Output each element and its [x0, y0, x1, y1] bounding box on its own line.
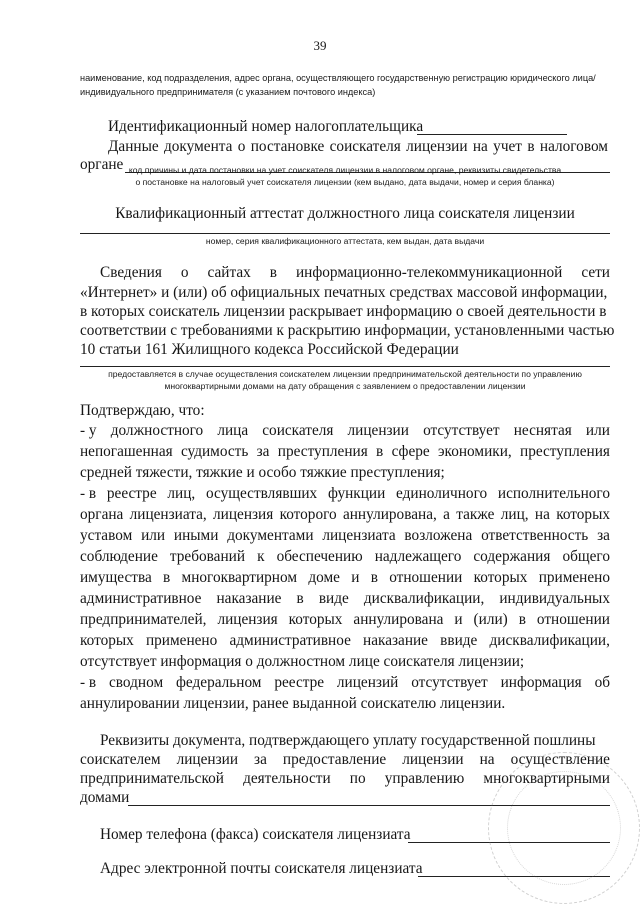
confirm-line10 — [80, 610, 610, 629]
word: сайтах — [207, 264, 251, 281]
word: деятельности — [243, 770, 331, 787]
word: постановке — [250, 138, 325, 155]
word: реестре — [274, 674, 325, 691]
word: экономики, — [437, 443, 512, 460]
word: виде — [318, 590, 349, 607]
word: ответственность — [481, 527, 589, 544]
word: должностного — [110, 422, 204, 439]
word: исполнительного — [497, 485, 610, 502]
tax-note-line2: о постановке на налоговый учет соискателя лицензии (кем выдано, дата выдачи, номер и серия бланка) — [135, 177, 555, 187]
word: осуществление — [510, 751, 610, 768]
sites-line2: «Интернет» и (или) об официальных печатных средствах массовой информации, — [80, 284, 608, 301]
word: в — [296, 590, 304, 607]
word: иными — [173, 527, 219, 544]
word: о — [237, 138, 246, 155]
word: на — [479, 751, 495, 768]
word: сфере — [391, 443, 430, 460]
word: в — [376, 443, 384, 460]
word: а — [443, 506, 450, 523]
word: за — [256, 443, 270, 460]
confirm-line14: аннулировании лицензии, ранее выданной соискателю лицензии. — [80, 695, 506, 712]
word: или — [585, 422, 610, 439]
confirm-line5 — [80, 505, 610, 524]
word: лица — [217, 422, 249, 439]
word: индивидуальных — [499, 590, 610, 607]
header-note-line2: индивидуального предпринимателя (с указанием почтового индекса) — [80, 87, 376, 97]
word: надлежащего — [374, 548, 462, 565]
word: за — [597, 527, 610, 544]
confirm-line3: средней тяжести, тяжкие и особо тяжкие преступления; — [80, 464, 445, 481]
word: соблюдение — [80, 548, 158, 565]
word: лицензия — [217, 611, 278, 628]
word: многоквартирными — [483, 770, 610, 787]
word: соискателем — [80, 751, 161, 768]
word: информационно-телекоммуникационной — [296, 264, 563, 281]
word: - в — [80, 485, 97, 502]
word: аннулирована, — [342, 506, 437, 523]
word: Сведения — [100, 264, 162, 281]
confirm-line11 — [80, 631, 610, 650]
word: отсутствует — [411, 674, 488, 691]
sites-line5: 10 статьи 161 Жилищного кодекса Российской Федерации — [80, 341, 459, 358]
word: единоличного — [396, 485, 488, 502]
confirm-line2 — [80, 442, 610, 461]
word: лицензия — [213, 506, 274, 523]
word: предоставление — [282, 751, 387, 768]
tax-note-line1: код причины и дата постановки на учет соискателя лицензии в налоговом органе, реквизиты свидетельства — [128, 165, 562, 175]
word: лиц, — [500, 506, 529, 523]
word: сети — [581, 264, 610, 281]
word: лицензиата, — [129, 506, 207, 523]
page-number: 39 — [313, 38, 327, 53]
word: дисквалификации, — [363, 590, 485, 607]
word: на — [472, 138, 488, 155]
word: содержания — [473, 548, 551, 565]
word: Данные — [108, 138, 159, 155]
word: - в — [80, 674, 97, 691]
word: лицензии — [176, 751, 239, 768]
word: в — [163, 569, 171, 586]
word: многоквартирном — [181, 569, 298, 586]
word: общего — [562, 548, 610, 565]
inn-label: Идентификационный номер налогоплательщика — [108, 118, 424, 135]
word: которых — [288, 611, 343, 628]
word: документа — [164, 138, 233, 155]
sites-note-line2: многоквартирными домами на дату обращения с заявлением о предоставлении лицензии — [164, 381, 526, 391]
word: в — [518, 611, 526, 628]
word: судимость — [180, 443, 249, 460]
word: в — [527, 138, 535, 155]
word: в — [269, 264, 278, 281]
word: к — [257, 548, 265, 565]
word: обеспечению — [276, 548, 363, 565]
word: и — [454, 611, 463, 628]
sites-line1 — [100, 263, 610, 282]
word: дисквалификации, — [489, 632, 610, 649]
word: соискателя — [329, 138, 401, 155]
payment-line1: Реквизиты документа, подтверждающего уплату государственной пошлины — [100, 732, 596, 749]
payment-line4: домами — [80, 789, 130, 806]
word: предпринимательской — [80, 770, 224, 787]
word: на — [534, 506, 550, 523]
word: информация — [500, 674, 582, 691]
cert-field-line — [80, 233, 610, 234]
word: лиц, — [167, 485, 196, 502]
cert-note: номер, серия квалификационного аттестата, кем выдан, дата выдачи — [205, 236, 485, 246]
word: доме — [308, 569, 340, 586]
confirm-line9 — [80, 589, 610, 608]
word: возложена — [404, 527, 473, 544]
word: функции — [327, 485, 386, 502]
header-note-line1: наименование, код подразделения, адрес органа, осуществляющего государственную регистрацию юридического лица/ — [80, 73, 596, 83]
confirm-line4 — [80, 484, 610, 503]
word: ввиде — [440, 632, 478, 649]
word: лицензиата — [322, 527, 396, 544]
word: управлению — [384, 770, 465, 787]
word: документами — [227, 527, 314, 544]
confirm-line7 — [80, 547, 610, 566]
word: отношении — [389, 569, 463, 586]
faded-seal-stamp — [488, 752, 640, 904]
word: которых — [80, 632, 134, 649]
word: наказание — [216, 590, 282, 607]
word: применено — [145, 632, 218, 649]
word: административное — [229, 632, 351, 649]
confirm-heading: Подтверждаю, что: — [80, 402, 205, 419]
word: федеральном — [176, 674, 262, 691]
word: за — [254, 751, 267, 768]
word: лицензии — [402, 751, 464, 768]
word: имущества — [80, 569, 152, 586]
word: (или) — [473, 611, 508, 628]
sites-line3: в которых соискатель лицензии раскрывает информацию о своей деятельности в — [80, 303, 607, 320]
word: налоговом — [539, 138, 608, 155]
word: предпринимателей, — [80, 611, 207, 628]
word: уставом — [80, 527, 133, 544]
phone-label: Номер телефона (факса) соискателя лицензиата — [100, 826, 411, 843]
word: административное — [80, 590, 202, 607]
faded-seal-inner-ring — [507, 771, 621, 885]
word: непогашенная — [80, 443, 173, 460]
word: и — [351, 569, 360, 586]
word: реестре — [106, 485, 157, 502]
word: требований — [169, 548, 246, 565]
cert-title: Квалификационный аттестат должностного лица соискателя лицензии — [115, 205, 575, 222]
confirm-line1 — [80, 421, 610, 440]
email-label: Адрес электронной почты соискателя лицензиата — [100, 860, 423, 877]
word: в — [370, 569, 378, 586]
confirm-line13 — [80, 673, 610, 692]
word: преступления — [520, 443, 610, 460]
confirm-line8 — [80, 568, 610, 587]
word: - у — [80, 422, 97, 439]
word: отношении — [536, 611, 610, 628]
tax-reg-line1 — [108, 137, 608, 156]
word: которого — [279, 506, 337, 523]
sites-field-line — [80, 366, 610, 367]
word: аннулирована — [353, 611, 444, 628]
confirm-line12: отсутствует информация о должностном лице соискателя лицензии; — [80, 653, 525, 670]
word: по — [349, 770, 366, 787]
word: об — [594, 674, 610, 691]
word: лицензии — [406, 138, 468, 155]
word: сводном — [109, 674, 164, 691]
word: преступления — [277, 443, 368, 460]
confirm-line6 — [80, 526, 610, 545]
sites-line4: соответствии с требованиями к раскрытию информации, установленными частью — [80, 322, 615, 339]
word: о — [180, 264, 189, 281]
word: которых — [556, 506, 610, 523]
word: соискателя — [262, 422, 334, 439]
word: лицензии — [347, 422, 409, 439]
word: наказание — [363, 632, 428, 649]
word: которых — [473, 569, 528, 586]
word: органа — [80, 506, 124, 523]
word: или — [141, 527, 166, 544]
word: лицензий — [336, 674, 399, 691]
word: отсутствует — [423, 422, 500, 439]
inn-field-line — [417, 134, 567, 135]
word: осуществлявших — [205, 485, 318, 502]
word: применено — [538, 569, 610, 586]
word: неснятая — [513, 422, 572, 439]
word: учет — [493, 138, 522, 155]
tax-reg-line2: органе — [80, 156, 124, 173]
word: также — [456, 506, 495, 523]
sites-note-line1: предоставляется в случае осуществления соискателем лицензии предпринимательской деятельности по управлению — [108, 369, 582, 379]
